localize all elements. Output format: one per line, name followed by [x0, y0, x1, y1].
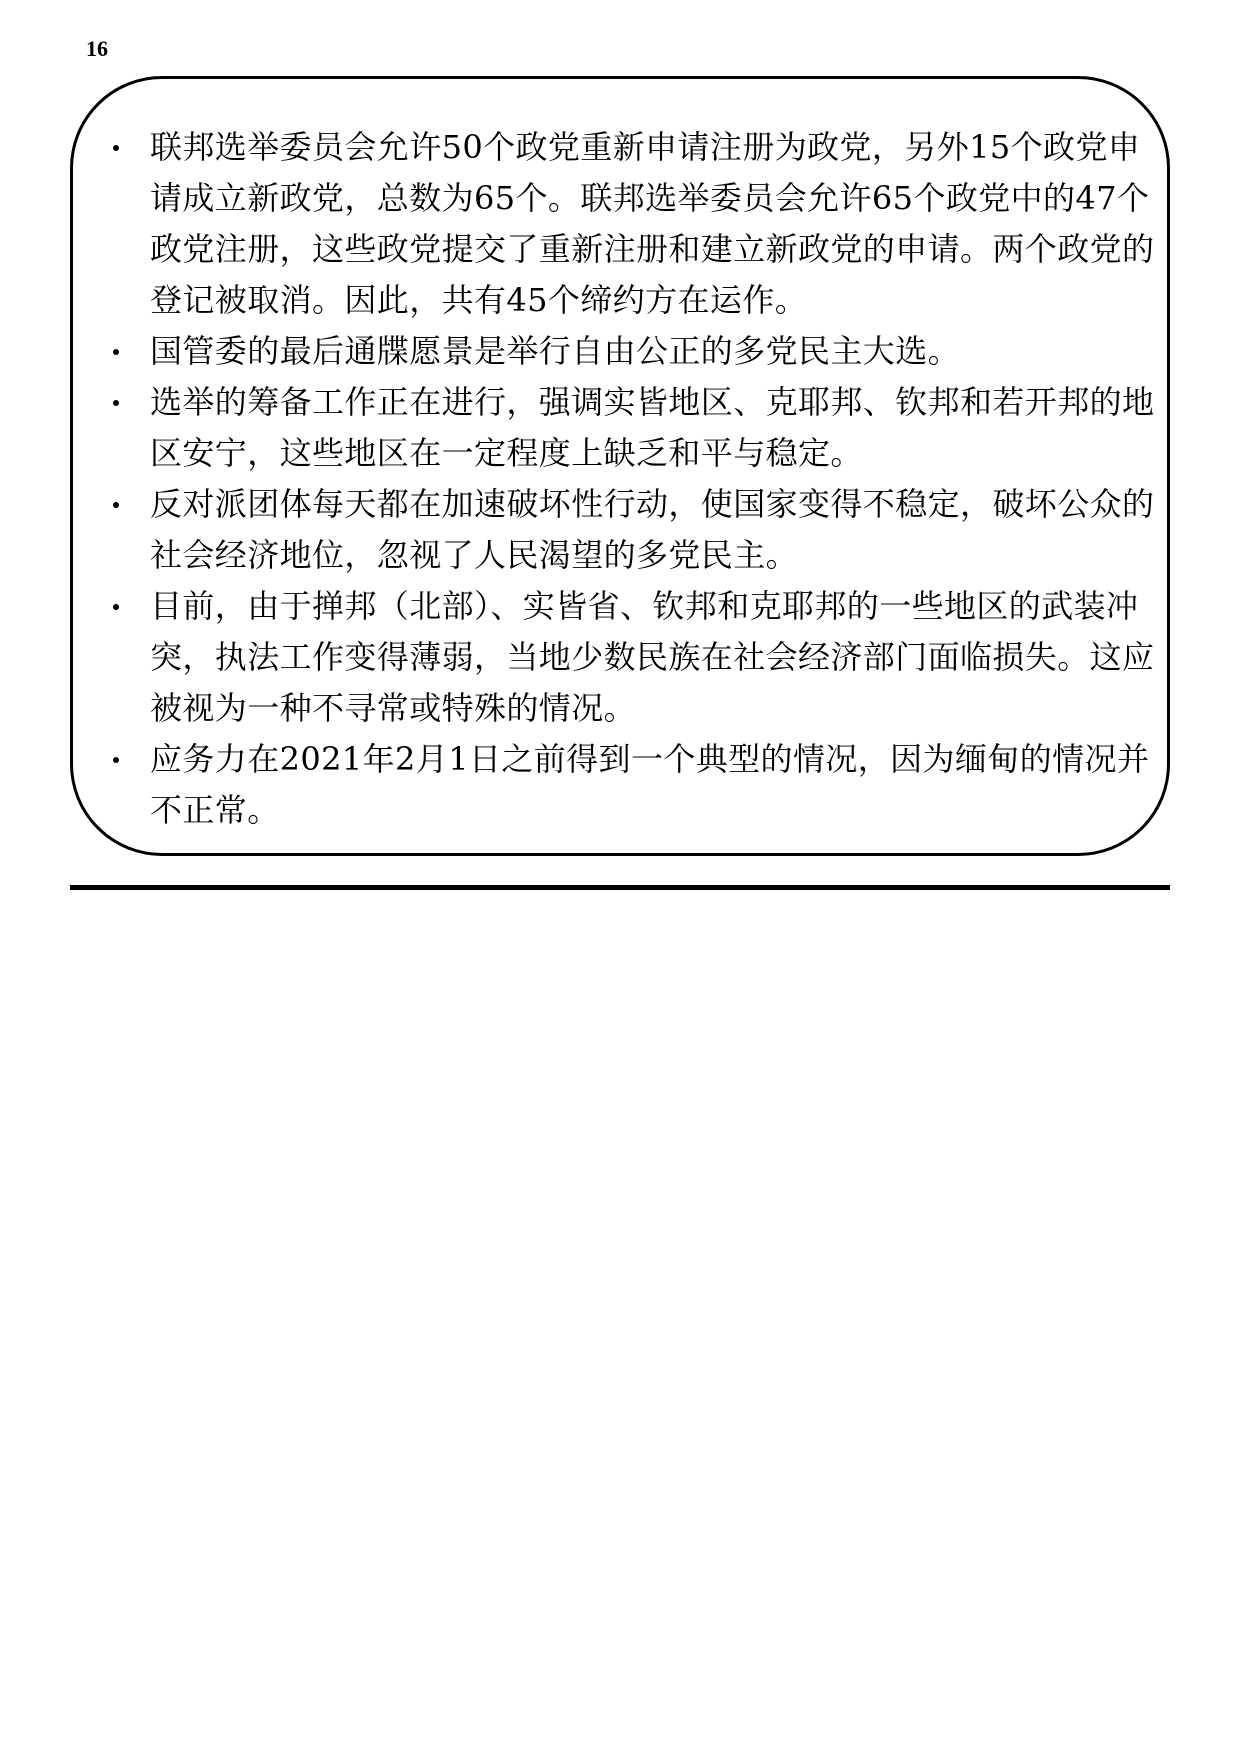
bullet-icon: [113, 502, 119, 508]
bullet-icon: [113, 145, 119, 151]
page-number: 16: [86, 36, 108, 61]
bullet-list: [150, 122, 1160, 836]
list-item: [150, 326, 1160, 377]
bullet-icon: [113, 604, 119, 610]
bullet-text: 选举的筹备工作正在进行，强调实皆地区、克耶邦、钦邦和若开邦的地区安宁，这些地区在一定程度上缺乏和平与稳定。: [150, 383, 1155, 472]
list-item: [150, 479, 1160, 581]
horizontal-rule: [70, 885, 1170, 890]
bullet-icon: [113, 400, 119, 406]
bullet-text: 国管委的最后通牒愿景是举行自由公正的多党民主大选。: [150, 332, 961, 370]
bullet-text: 应务力在2021年2月1日之前得到一个典型的情况，因为缅甸的情况并不正常。: [150, 740, 1150, 829]
bullet-icon: [113, 349, 119, 355]
bullet-icon: [113, 757, 119, 763]
bullet-text: 反对派团体每天都在加速破坏性行动，使国家变得不稳定，破坏公众的社会经济地位，忽视了人民渴望的多党民主。: [150, 485, 1155, 574]
list-item: [150, 734, 1160, 836]
list-item: [150, 377, 1160, 479]
list-item: [150, 122, 1160, 326]
bullet-text: 目前，由于掸邦（北部）、实皆省、钦邦和克耶邦的一些地区的武装冲突，执法工作变得薄弱，当地少数民族在社会经济部门面临损失。这应被视为一种不寻常或特殊的情况。: [150, 587, 1155, 727]
list-item: [150, 581, 1160, 734]
bullet-text: 联邦选举委员会允许50个政党重新申请注册为政党，另外15个政党申请成立新政党，总数为65个。联邦选举委员会允许65个政党中的47个政党注册，这些政党提交了重新注册和建立新政党的申请。两个政党的登记被取消。因此，共有45个缔约方在运作。: [150, 128, 1155, 319]
